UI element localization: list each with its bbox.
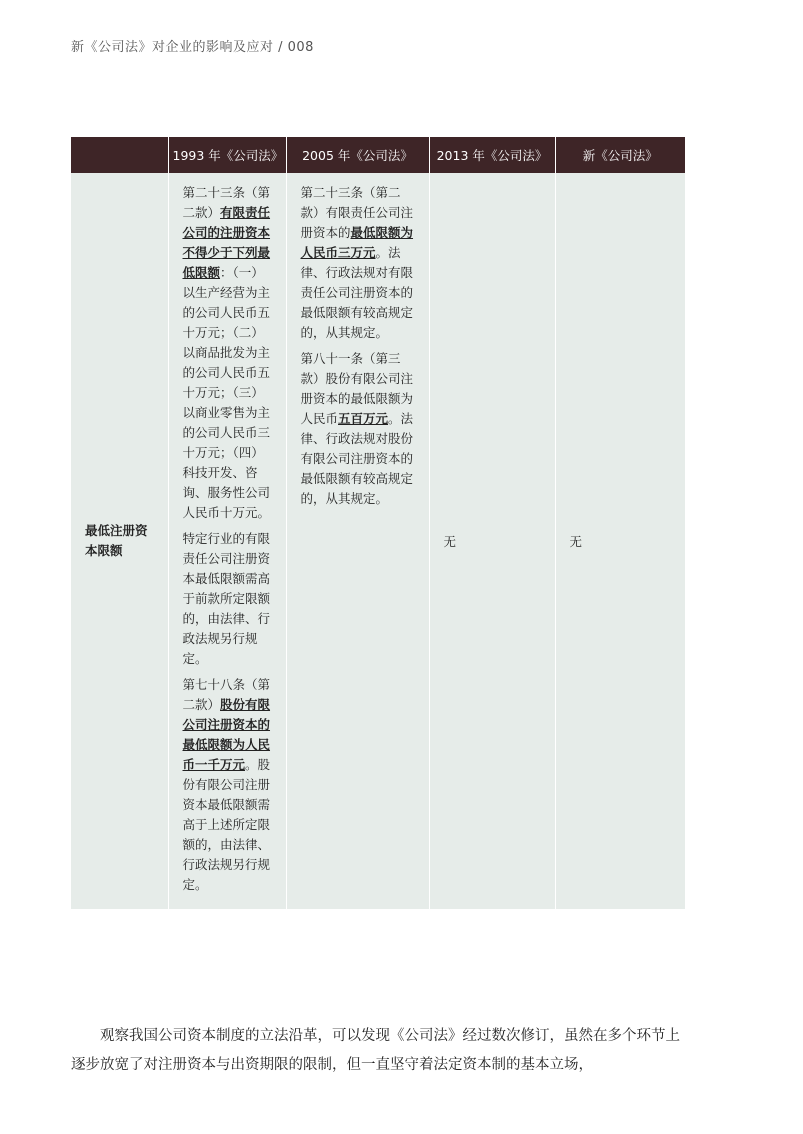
column-header-1993: 1993 年《公司法》 [168,137,286,173]
column-header-blank [71,137,168,173]
article-23-2005 [301,183,419,343]
text-segment: ：（一）以生产经营为主的公司人民币五十万元；（二）以商品批发为主的公司人民币五十万元；（三）以商业零售为主的公司人民币三十万元；（四）科技开发、咨询、服务性公司人民币十万元。 [182,265,271,520]
cell-2005 [286,173,429,909]
table-header-row [71,137,685,173]
row-label-min-capital: 最低注册资本限额 [71,173,168,909]
underlined-segment: 最低限额为人民币三万元 [300,225,414,260]
text-segment: 。股份有限公司注册资本最低限额需高于上述所定限额的，由法律、行政法规另行规定。 [182,757,271,892]
special-industry-clause: 特定行业的有限责任公司注册资本最低限额需高于前款所定限额的，由法律、行政法规另行规定。 [182,531,271,666]
article-78-1993 [183,675,276,895]
table-row [71,173,685,909]
text-segment: 第七十八条（第二款） [182,677,271,712]
column-header-new: 新《公司法》 [555,137,685,173]
comparison-table [71,137,685,909]
text-segment: 。法律、行政法规对股份有限公司注册资本的最低限额有较高规定的，从其规定。 [300,411,414,506]
article-23-1993 [183,183,276,523]
running-header: 新《公司法》对企业的影响及应对 / 008 [71,40,314,55]
article-81-2005 [301,349,419,509]
underlined-segment: 有限责任公司的注册资本不得少于下列最低限额 [182,205,271,280]
text-segment: 第二十三条（第二款） [182,185,271,220]
cell-1993 [168,173,286,909]
body-paragraph: 观察我国公司资本制度的立法沿革，可以发现《公司法》经过数次修订，虽然在多个环节上逐步放宽了对注册资本与出资期限的限制，但一直坚守着法定资本制的基本立场， [71,1028,680,1073]
cell-2013: 无 [429,173,555,909]
underlined-segment: 五百万元 [338,411,389,426]
cell-new-law: 无 [555,173,685,909]
text-segment: 第八十一条（第三款）股份有限公司注册资本的最低限额为人民币 [300,351,414,426]
underlined-segment: 股份有限公司注册资本的最低限额为人民币一千万元 [182,697,271,772]
column-header-2013: 2013 年《公司法》 [429,137,555,173]
text-segment: 第二十三条（第二款）有限责任公司注册资本的 [300,185,414,240]
text-segment: 。法律、行政法规对有限责任公司注册资本的最低限额有较高规定的，从其规定。 [300,245,414,340]
column-header-2005: 2005 年《公司法》 [286,137,429,173]
